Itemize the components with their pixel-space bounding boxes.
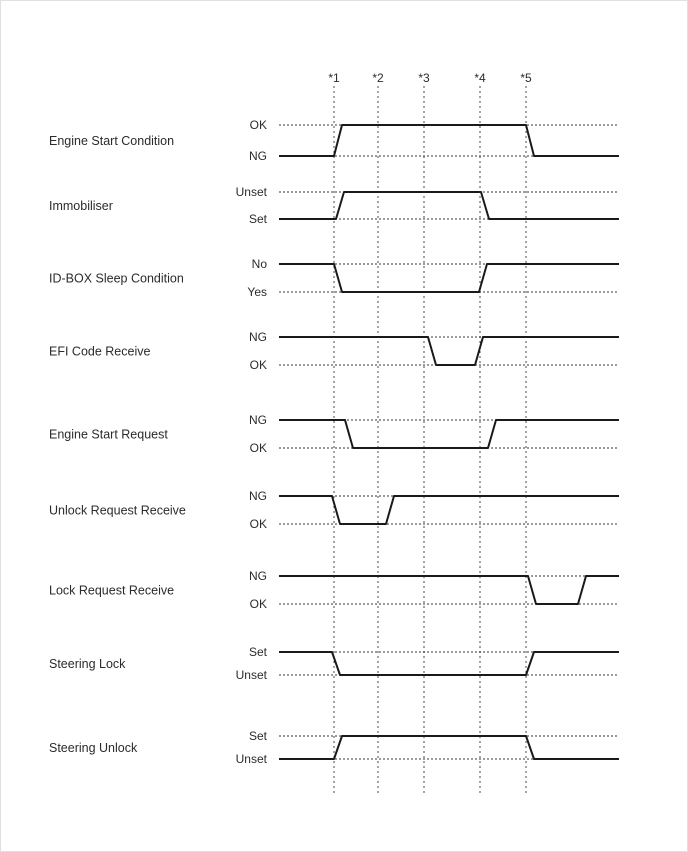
time-marker-label-1: *1 <box>328 71 340 85</box>
high-level-label: NG <box>249 569 267 583</box>
high-level-label: OK <box>249 118 267 132</box>
waveform-path <box>279 736 619 759</box>
waveform-path <box>279 576 619 604</box>
signal-row-7 <box>49 569 619 611</box>
timing-diagram-svg <box>1 1 688 852</box>
high-level-label: NG <box>249 330 267 344</box>
time-markers <box>328 71 532 793</box>
signal-row-5 <box>49 413 619 455</box>
signal-name-label: EFI Code Receive <box>49 344 151 359</box>
waveform-path <box>279 652 619 675</box>
time-marker-label-5: *5 <box>520 71 532 85</box>
time-marker-label-2: *2 <box>372 71 384 85</box>
signal-name-label: Engine Start Condition <box>49 134 175 148</box>
signal-name-label: ID-BOX Sleep Condition <box>49 271 184 286</box>
signal-name-label: Immobiliser <box>49 199 113 213</box>
signal-row-6 <box>49 489 619 531</box>
waveform-path <box>279 264 619 292</box>
low-level-label: Unset <box>235 752 267 766</box>
high-level-label: Unset <box>235 185 267 199</box>
time-marker-label-3: *3 <box>418 71 430 85</box>
low-level-label: Yes <box>247 285 267 299</box>
low-level-label: OK <box>249 597 267 611</box>
waveform-path <box>279 125 619 156</box>
high-level-label: NG <box>249 413 267 427</box>
signal-name-label: Steering Unlock <box>49 741 138 755</box>
high-level-label: NG <box>249 489 267 503</box>
high-level-label: No <box>251 257 267 271</box>
high-level-label: Set <box>248 729 267 743</box>
low-level-label: OK <box>249 358 267 372</box>
high-level-label: Set <box>248 645 267 659</box>
low-level-label: OK <box>249 441 267 455</box>
low-level-label: NG <box>249 149 267 163</box>
signal-name-label: Lock Request Receive <box>49 583 175 598</box>
waveform-path <box>279 420 619 448</box>
signal-name-label: Steering Lock <box>49 657 126 671</box>
waveform-path <box>279 192 619 219</box>
signal-name-label: Unlock Request Receive <box>49 503 186 518</box>
time-marker-label-4: *4 <box>474 71 486 85</box>
waveform-path <box>279 496 619 524</box>
low-level-label: Set <box>248 212 267 226</box>
low-level-label: Unset <box>235 668 267 682</box>
low-level-label: OK <box>249 517 267 531</box>
signal-name-label: Engine Start Request <box>49 427 168 442</box>
waveform-path <box>279 337 619 365</box>
signal-row-1 <box>49 118 619 163</box>
